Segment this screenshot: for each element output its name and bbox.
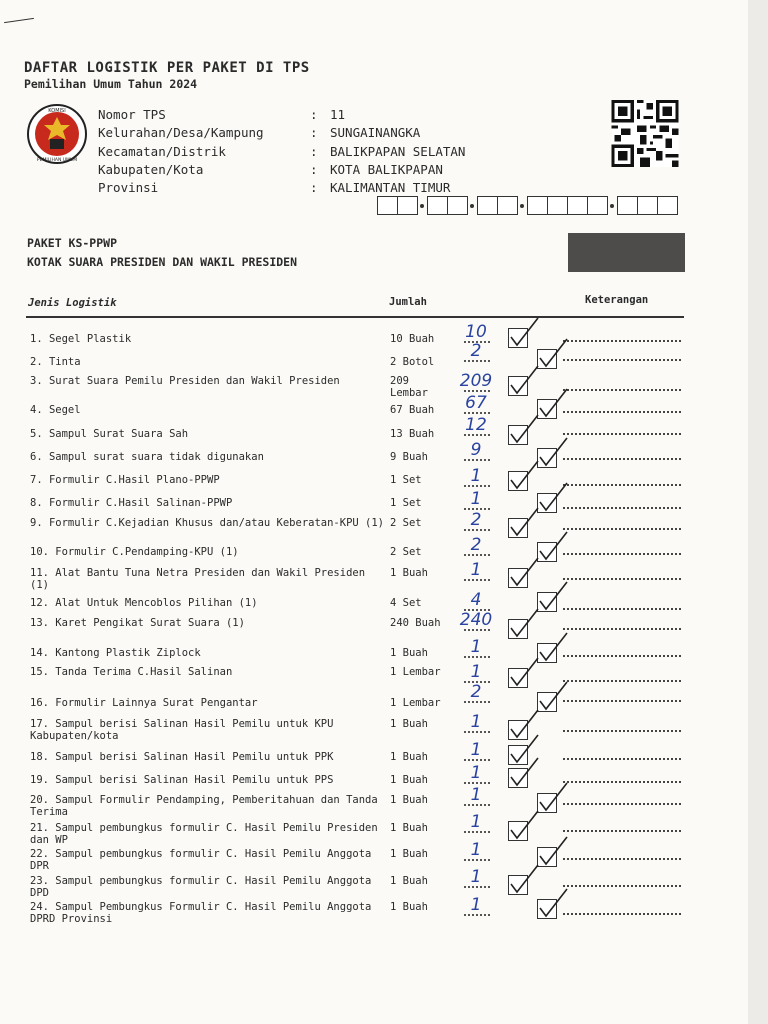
item-amount: 4 Set [390, 597, 422, 609]
handwritten-count: 4 [470, 590, 482, 610]
info-row-kabupaten: Kabupaten/Kota : KOTA BALIKPAPAN [98, 161, 443, 177]
check-mark [540, 682, 567, 709]
item-label: 21. Sampul pembungkus formulir C. Hasil Pemilu Presiden dan WP [30, 822, 378, 846]
item-amount: 1 Buah [390, 794, 428, 806]
handwritten-count: 1 [470, 763, 482, 783]
item-label: 18. Sampul berisi Salinan Hasil Pemilu untuk PPK [30, 751, 334, 763]
check-mark [540, 532, 567, 559]
handwritten-count: 1 [470, 812, 482, 832]
handwritten-count: 1 [470, 560, 482, 580]
form-title: DAFTAR LOGISTIK PER PAKET DI TPS [24, 60, 310, 76]
item-label: 2. Tinta [30, 356, 81, 368]
item-amount: 1 Buah [390, 567, 428, 579]
item-amount: 13 Buah [390, 428, 435, 440]
check-mark [511, 865, 538, 892]
check-mark [511, 366, 538, 393]
handwritten-count: 209 [459, 371, 493, 391]
item-label: 3. Surat Suara Pemilu Presiden dan Wakil Presiden [30, 375, 340, 387]
paket-code: PAKET KS-PPWP [27, 236, 118, 250]
item-label: 14. Kantong Plastik Ziplock [30, 647, 201, 659]
check-mark [511, 609, 538, 636]
item-amount: 2 Set [390, 546, 422, 558]
check-mark [540, 389, 567, 416]
handwritten-count: 2 [470, 341, 482, 361]
handwritten-count: 240 [459, 610, 493, 630]
info-row-provinsi: Provinsi : KALIMANTAN TIMUR [98, 180, 451, 196]
item-amount: 1 Buah [390, 718, 428, 730]
item-amount: 67 Buah [390, 404, 435, 416]
handwritten-count: 1 [470, 466, 482, 486]
item-label: 24. Sampul Pembungkus Formulir C. Hasil Pemilu Anggota DPRD Provinsi [30, 901, 372, 925]
item-amount: 1 Buah [390, 774, 428, 786]
item-amount: 240 Buah [390, 617, 441, 629]
item-label: 19. Sampul berisi Salinan Hasil Pemilu untuk PPS [30, 774, 334, 786]
handwritten-count: 2 [470, 682, 482, 702]
check-mark [540, 837, 567, 864]
info-row-kelurahan: Kelurahan/Desa/Kampung : SUNGAINANGKA [98, 125, 421, 141]
svg-text:KOMISI: KOMISI [48, 108, 66, 114]
item-amount: 2 Botol [390, 356, 435, 368]
check-mark [540, 339, 567, 366]
handwritten-count: 10 [465, 322, 487, 342]
check-mark [540, 438, 567, 465]
item-label: 7. Formulir C.Hasil Plano-PPWP [30, 474, 220, 486]
item-label: 11. Alat Bantu Tuna Netra Presiden dan Wakil Presiden (1) [30, 567, 366, 591]
item-amount: 209 Lembar [390, 375, 428, 399]
item-amount: 1 Buah [390, 875, 428, 887]
handwritten-count: 1 [470, 712, 482, 732]
item-amount: 1 Lembar [390, 697, 441, 709]
svg-text:PEMILIHAN UMUM: PEMILIHAN UMUM [36, 158, 78, 163]
check-mark [511, 735, 538, 762]
check-mark [511, 758, 538, 785]
handwritten-count: 1 [470, 867, 482, 887]
item-amount: 1 Set [390, 497, 422, 509]
column-jenis: Jenis Logistik [28, 297, 117, 309]
info-row-tps: Nomor TPS : 11 [98, 107, 346, 122]
handwritten-count: 2 [470, 510, 482, 530]
check-mark [511, 461, 538, 488]
item-label: 8. Formulir C.Hasil Salinan-PPWP [30, 497, 233, 509]
handwritten-count: 12 [465, 415, 487, 435]
item-label: 23. Sampul pembungkus formulir C. Hasil Pemilu Anggota DPD [30, 875, 372, 899]
item-label: 6. Sampul surat suara tidak digunakan [30, 451, 264, 463]
page-edge [748, 0, 768, 1024]
column-jumlah: Jumlah [389, 296, 427, 308]
item-amount: 1 Set [390, 474, 422, 486]
item-label: 1. Segel Plastik [30, 333, 132, 345]
check-mark [511, 415, 538, 442]
check-mark [511, 558, 538, 585]
handwritten-count: 1 [470, 637, 482, 657]
item-amount: 2 Set [390, 517, 422, 529]
item-label: 16. Formulir Lainnya Surat Pengantar [30, 697, 258, 709]
handwritten-count: 1 [470, 785, 482, 805]
item-amount: 1 Buah [390, 901, 428, 913]
check-mark [540, 783, 567, 810]
handwritten-count: 1 [470, 840, 482, 860]
item-amount: 1 Buah [390, 822, 428, 834]
item-label: 9. Formulir C.Kejadian Khusus dan/atau Keberatan-KPU (1) [30, 517, 385, 529]
item-amount: 1 Buah [390, 848, 428, 860]
item-amount: 1 Lembar [390, 666, 441, 678]
item-amount: 1 Buah [390, 647, 428, 659]
check-mark [511, 811, 538, 838]
item-label: 13. Karet Pengikat Surat Suara (1) [30, 617, 245, 629]
handwritten-count: 1 [470, 895, 482, 915]
item-label: 12. Alat Untuk Mencoblos Pilihan (1) [30, 597, 258, 609]
handwritten-count: 1 [470, 489, 482, 509]
item-label: 5. Sampul Surat Suara Sah [30, 428, 189, 440]
item-label: 15. Tanda Terima C.Hasil Salinan [30, 666, 233, 678]
column-keterangan: Keterangan [585, 294, 649, 306]
handwritten-count: 67 [465, 393, 487, 413]
item-label: 20. Sampul Formulir Pendamping, Pemberitahuan dan Tanda Terima [30, 794, 378, 818]
check-mark [540, 633, 567, 660]
form-subtitle: Pemilihan Umum Tahun 2024 [24, 77, 198, 91]
item-label: 10. Formulir C.Pendamping-KPU (1) [30, 546, 239, 558]
info-row-kecamatan: Kecamatan/Distrik : BALIKPAPAN SELATAN [98, 143, 466, 159]
check-mark [511, 658, 538, 685]
check-mark [511, 710, 538, 737]
handwritten-count: 1 [470, 740, 482, 760]
check-mark [511, 318, 538, 345]
item-amount: 1 Buah [390, 751, 428, 763]
check-mark [540, 582, 567, 609]
item-label: 4. Segel [30, 404, 81, 416]
item-amount: 10 Buah [390, 333, 435, 345]
item-label: 22. Sampul pembungkus formulir C. Hasil Pemilu Anggota DPR [30, 848, 372, 872]
check-mark [540, 889, 567, 916]
check-mark [511, 508, 538, 535]
item-amount: 9 Buah [390, 451, 428, 463]
handwritten-count: 9 [470, 440, 482, 460]
handwritten-count: 2 [470, 535, 482, 555]
paket-name: KOTAK SUARA PRESIDEN DAN WAKIL PRESIDEN [27, 255, 298, 269]
handwritten-count: 1 [470, 662, 482, 682]
check-mark [540, 483, 567, 510]
item-label: 17. Sampul berisi Salinan Hasil Pemilu untuk KPU Kabupaten/kota [30, 718, 334, 742]
